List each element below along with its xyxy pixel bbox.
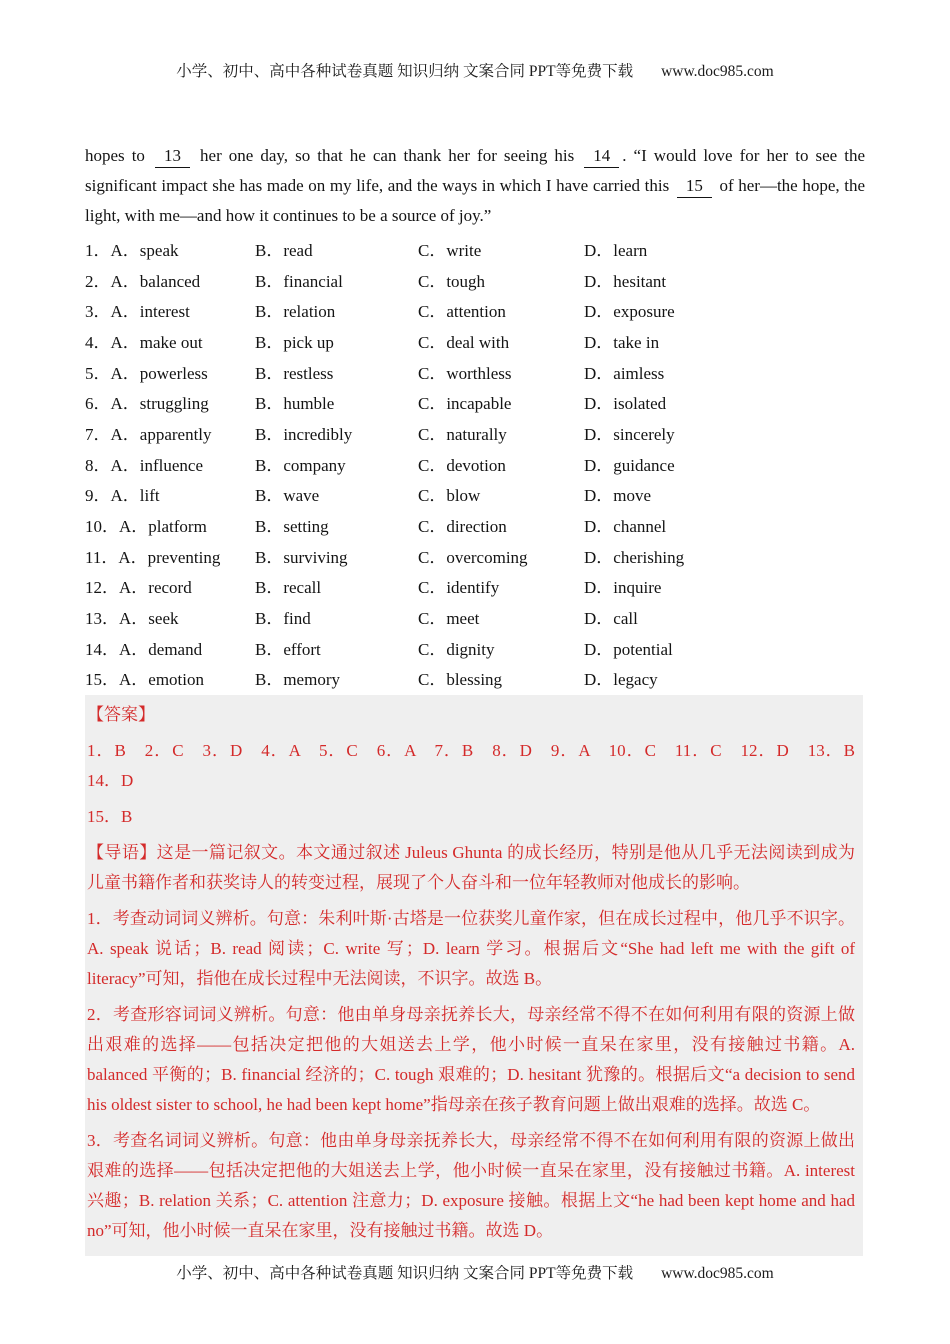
question-option-c: C．overcoming bbox=[418, 547, 528, 567]
cloze-blank-14: 14 bbox=[584, 145, 619, 168]
passage-text: hopes to bbox=[85, 146, 145, 165]
question-list bbox=[85, 233, 865, 693]
question-option-d: D．channel bbox=[584, 517, 667, 537]
analysis-intro: 【导语】这是一篇记叙文。本文通过叙述 Juleus Ghunta 的成长经历，特别是他从几乎无法阅读到成为儿童书籍作者和获奖诗人的转变过程，展现了个人奋斗和一位年轻教师对他成长的影响。 bbox=[87, 843, 855, 893]
question-option-b: B．setting bbox=[255, 517, 329, 537]
question-option-d: D．cherishing bbox=[584, 547, 685, 567]
header-url: www.doc985.com bbox=[661, 63, 774, 80]
question-option-b: B．recall bbox=[255, 578, 322, 598]
question-option-d: D．move bbox=[584, 486, 652, 506]
question-option-b: B．effort bbox=[255, 639, 321, 659]
question-option-d: D．inquire bbox=[584, 578, 662, 598]
question-row-9 bbox=[85, 479, 865, 510]
question-row-11 bbox=[85, 540, 865, 571]
question-option-d: D．sincerely bbox=[584, 424, 675, 444]
question-row-3 bbox=[85, 294, 865, 325]
question-option-d: D．legacy bbox=[584, 670, 658, 690]
question-option-a: 8．A．influence bbox=[85, 455, 204, 475]
question-option-b: B．memory bbox=[255, 670, 340, 690]
question-option-b: B．read bbox=[255, 240, 313, 260]
question-option-c: C．devotion bbox=[418, 455, 506, 475]
answer-line-1: 1．B 2．C 3．D 4．A 5．C 6．A 7．B 8．D 9．A 10．C 11．C 12．D 13．B 14．D bbox=[87, 741, 872, 791]
question-option-b: B．restless bbox=[255, 363, 334, 383]
question-option-c: C．identify bbox=[418, 578, 500, 598]
question-option-c: C．blow bbox=[418, 486, 481, 506]
analysis-item-2: 2．考查形容词词义辨析。句意：他由单身母亲抚养长大，母亲经常不得不在如何利用有限的资源上做出艰难的选择——包括决定把他的大姐送去上学，他小时候一直呆在家里，没有接触过书籍。A. balanced 平衡的；B. financial 经济的；C. tough 艰难的；D. hesitant 犹豫的。根据后文“a decision to send his oldest sister to school, he had been kept home”指母亲在孩子教育问题上做出艰难的选择。故选 C。 bbox=[87, 1005, 855, 1115]
question-row-5 bbox=[85, 356, 865, 387]
question-option-a: 10．A．platform bbox=[85, 517, 207, 537]
question-option-d: D．isolated bbox=[584, 394, 667, 414]
footer-url: www.doc985.com bbox=[661, 1265, 774, 1283]
question-row-10 bbox=[85, 509, 865, 540]
question-option-a: 14．A．demand bbox=[85, 639, 203, 659]
question-option-b: B．wave bbox=[255, 486, 320, 506]
question-row-2 bbox=[85, 264, 865, 295]
question-option-c: C．tough bbox=[418, 271, 486, 291]
question-option-c: C．naturally bbox=[418, 424, 507, 444]
question-option-b: B．company bbox=[255, 455, 346, 475]
answer-line-2: 15．B bbox=[87, 807, 133, 827]
question-option-b: B．incredibly bbox=[255, 424, 353, 444]
answer-section bbox=[85, 695, 872, 1256]
question-option-d: D．hesitant bbox=[584, 271, 667, 291]
question-row-4 bbox=[85, 325, 865, 356]
question-option-a: 15．A．emotion bbox=[85, 670, 204, 690]
question-option-b: B．relation bbox=[255, 302, 336, 322]
question-option-d: D．call bbox=[584, 609, 638, 629]
passage-text: . “I would love for her to see the significant impact she has made on my life, and the ways in which I have carried this bbox=[85, 146, 866, 195]
question-option-d: D．exposure bbox=[584, 302, 675, 322]
analysis-item-1: 1．考查动词词义辨析。句意：朱利叶斯·古塔是一位获奖儿童作家，但在成长过程中，他几乎不识字。A. speak 说话；B. read 阅读；C. write 写；D. learn 学习。根据后文“She had left me with the gift of literacy”可知，指他在成长过程中无法阅读，不识字。故选 B。 bbox=[87, 909, 855, 989]
question-row-8 bbox=[85, 448, 865, 479]
question-option-a: 2．A．balanced bbox=[85, 271, 201, 291]
passage-text: her one day, so that he can thank her for seeing his bbox=[200, 146, 575, 165]
answer-label: 【答案】 bbox=[87, 705, 155, 725]
question-row-14 bbox=[85, 632, 865, 663]
question-option-c: C．worthless bbox=[418, 363, 512, 383]
question-row-15 bbox=[85, 663, 865, 694]
passage-text: of her—the hope, the light, with me—and how it continues to be a source of joy.” bbox=[85, 176, 866, 225]
question-option-a: 12．A．record bbox=[85, 578, 192, 598]
question-row-13 bbox=[85, 601, 865, 632]
question-option-a: 5．A．powerless bbox=[85, 363, 208, 383]
question-option-c: C．deal with bbox=[418, 332, 510, 352]
question-option-c: C．incapable bbox=[418, 394, 512, 414]
question-option-d: D．aimless bbox=[584, 363, 665, 383]
question-option-c: C．write bbox=[418, 240, 482, 260]
question-option-c: C．blessing bbox=[418, 670, 503, 690]
analysis-item-3: 3．考查名词词义辨析。句意：他由单身母亲抚养长大，母亲经常不得不在如何利用有限的资源上做出艰难的选择——包括决定把他的大姐送去上学，他小时候一直呆在家里，没有接触过书籍。A. interest 兴趣；B. relation 关系；C. attention 注意力；D. exposure 接触。根据上文“he had been kept home and had no”可知，他小时候一直呆在家里，没有接触过书籍。故选 D。 bbox=[87, 1131, 855, 1241]
cloze-passage bbox=[85, 141, 865, 231]
question-option-d: D．guidance bbox=[584, 455, 675, 475]
question-option-c: C．direction bbox=[418, 517, 507, 537]
question-option-a: 9．A．lift bbox=[85, 486, 160, 506]
question-option-b: B．financial bbox=[255, 271, 343, 291]
question-option-b: B．find bbox=[255, 609, 311, 629]
question-option-a: 3．A．interest bbox=[85, 302, 190, 322]
question-option-a: 1．A．speak bbox=[85, 240, 179, 260]
question-option-a: 4．A．make out bbox=[85, 332, 203, 352]
question-option-c: C．meet bbox=[418, 609, 480, 629]
question-option-a: 6．A．struggling bbox=[85, 394, 209, 414]
question-option-a: 7．A．apparently bbox=[85, 424, 212, 444]
question-option-c: C．dignity bbox=[418, 639, 495, 659]
question-option-b: B．pick up bbox=[255, 332, 334, 352]
question-option-a: 13．A．seek bbox=[85, 609, 179, 629]
question-row-1 bbox=[85, 233, 865, 264]
question-option-d: D．learn bbox=[584, 240, 648, 260]
question-row-6 bbox=[85, 386, 865, 417]
question-option-b: B．surviving bbox=[255, 547, 348, 567]
question-option-a: 11．A．preventing bbox=[85, 547, 221, 567]
header-tagline: 小学、初中、高中各种试卷真题 知识归纳 文案合同 PPT等免费下载 bbox=[176, 63, 634, 80]
page-header bbox=[0, 0, 950, 81]
footer-tagline: 小学、初中、高中各种试卷真题 知识归纳 文案合同 PPT等免费下载 bbox=[176, 1265, 634, 1283]
question-option-d: D．take in bbox=[584, 332, 660, 352]
question-option-b: B．humble bbox=[255, 394, 335, 414]
cloze-blank-15: 15 bbox=[677, 175, 712, 198]
question-row-12 bbox=[85, 571, 865, 602]
question-option-d: D．potential bbox=[584, 639, 673, 659]
cloze-blank-13: 13 bbox=[155, 145, 190, 168]
question-option-c: C．attention bbox=[418, 302, 506, 322]
question-row-7 bbox=[85, 417, 865, 448]
page-content bbox=[85, 141, 872, 1256]
page-footer bbox=[0, 1264, 950, 1283]
